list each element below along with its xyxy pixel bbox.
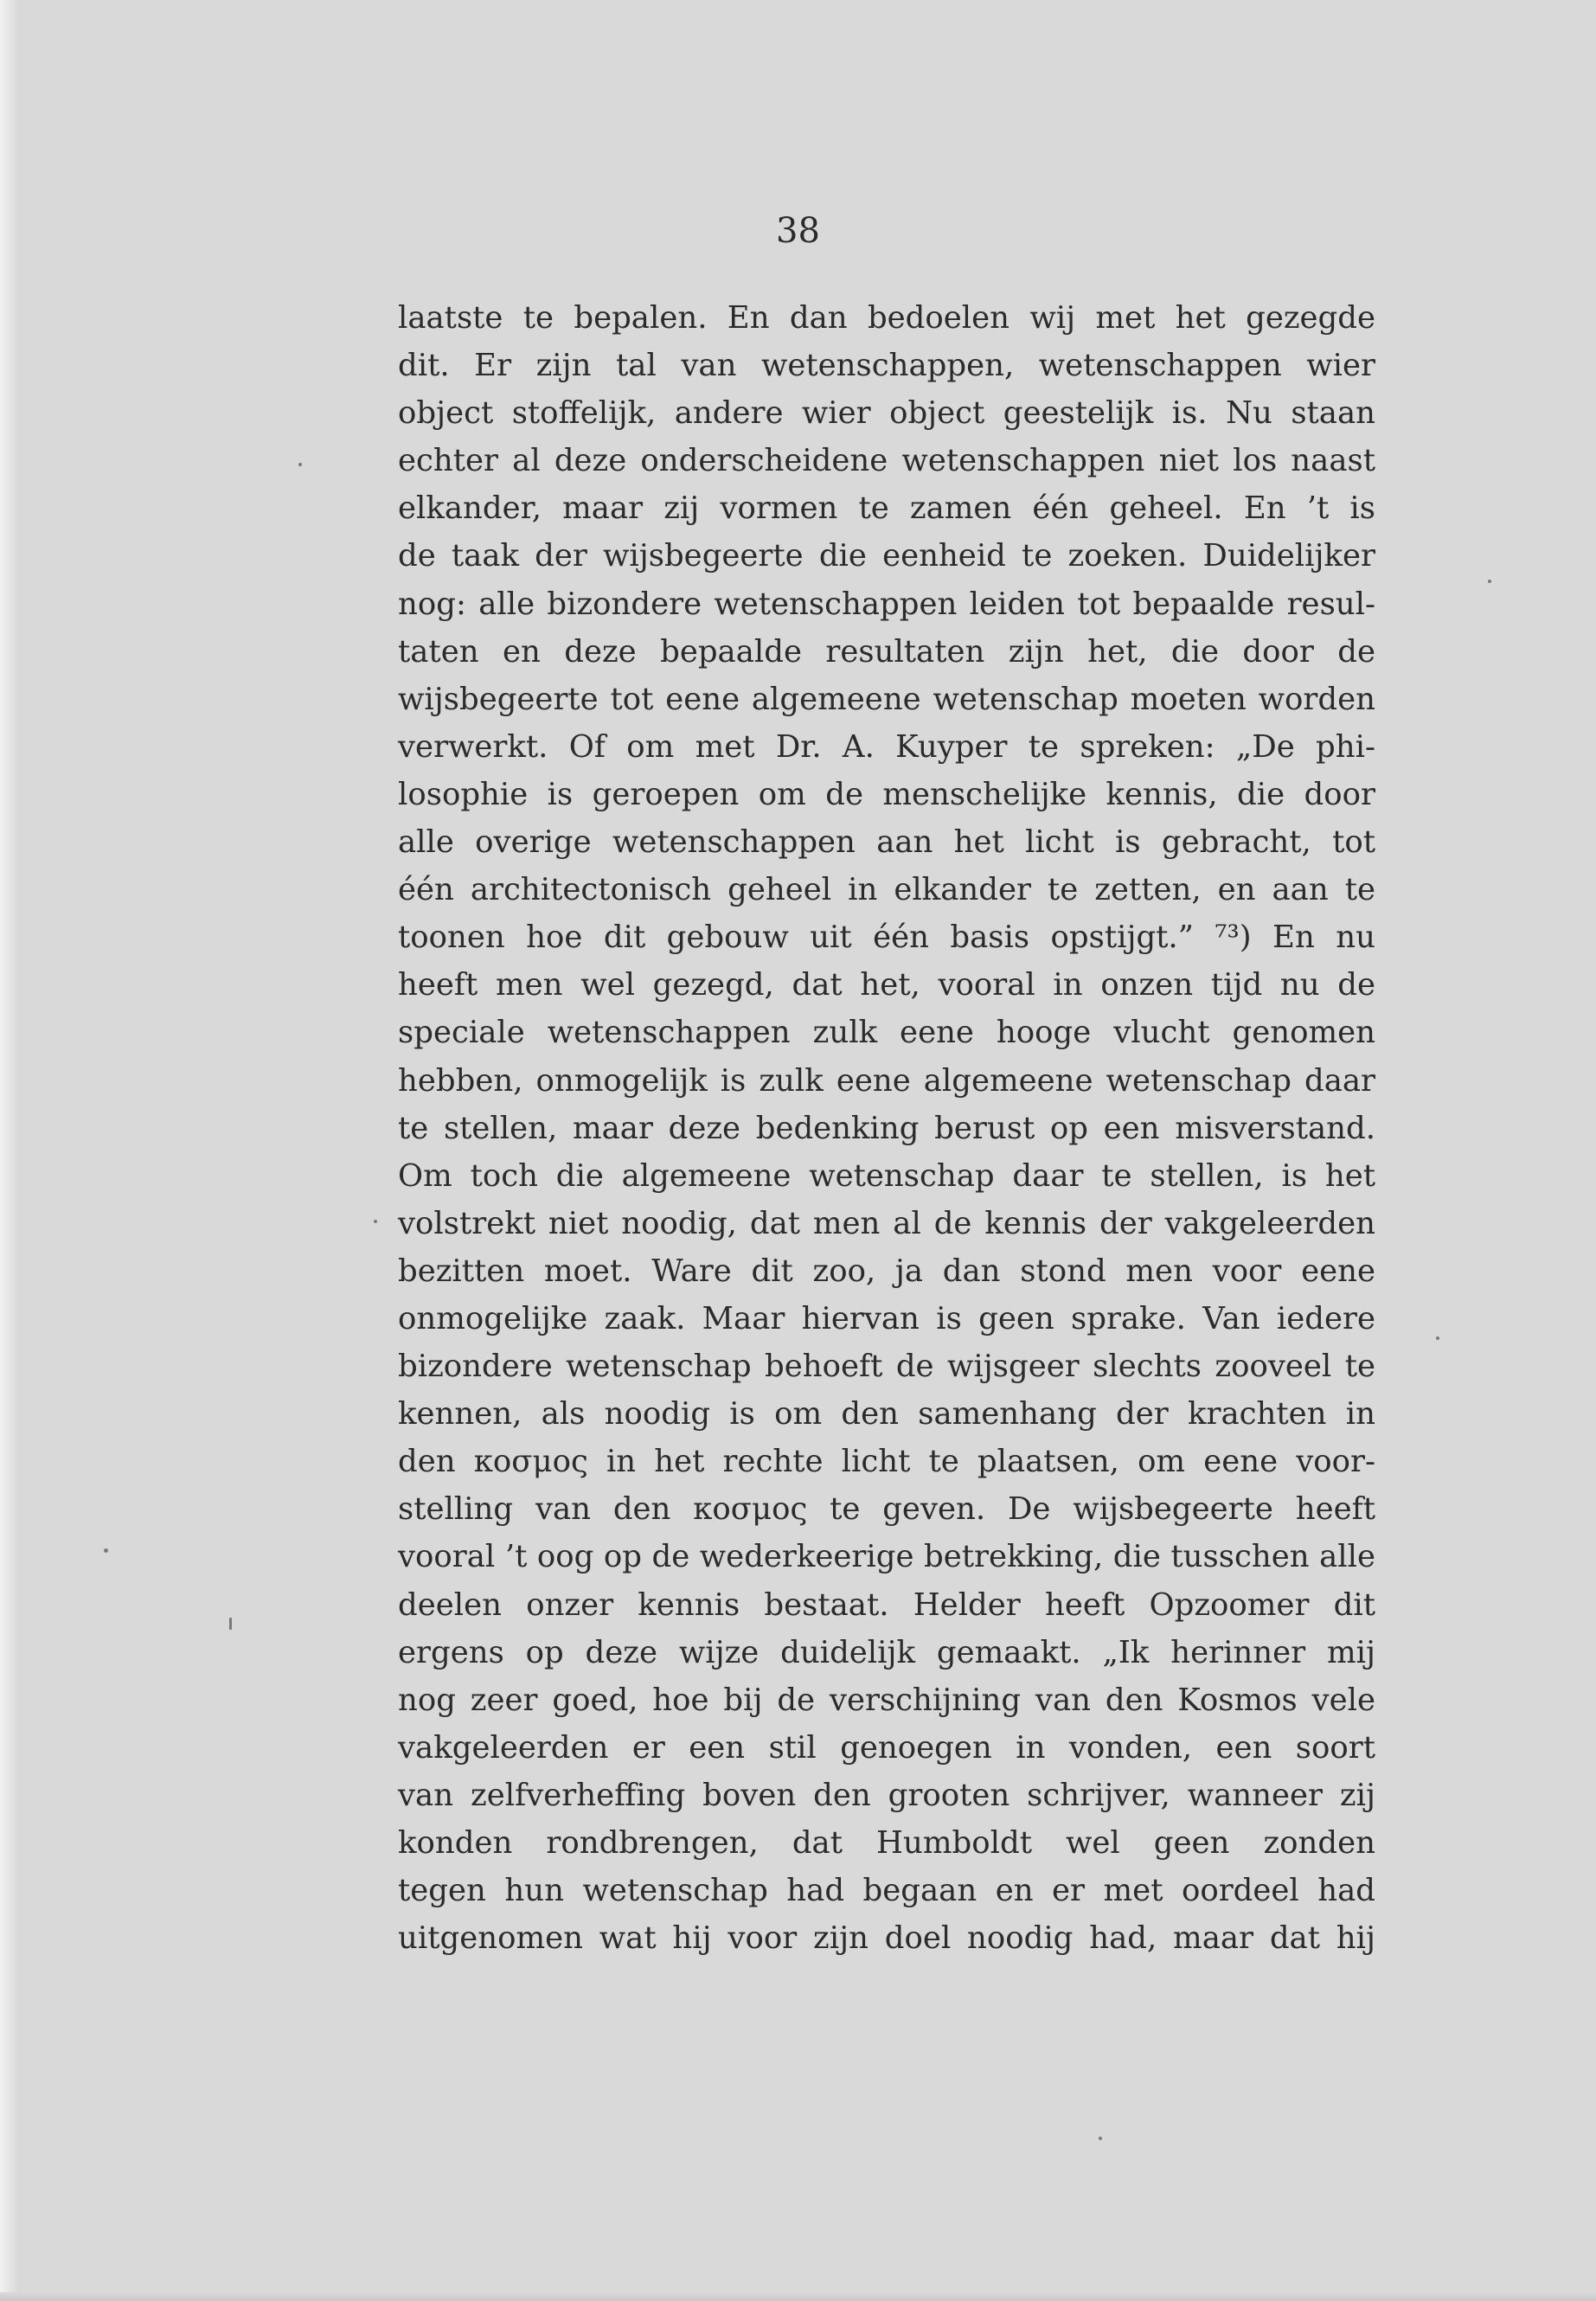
text-line: vooral ’t oog op de wederkeerige betrekking, die tusschen alle xyxy=(398,1539,1375,1575)
text-line: verwerkt. Of om met Dr. A. Kuyper te spreken: „De phi- xyxy=(398,728,1375,765)
page-bottom-edge xyxy=(0,2292,1596,2301)
text-line: te stellen, maar deze bedenking berust op een misverstand. xyxy=(398,1110,1375,1146)
text-line: den κοσμος in het rechte licht te plaatsen, om eene voor- xyxy=(398,1444,1375,1480)
dust-speck xyxy=(1099,2137,1102,2140)
text-line: losophie is geroepen om de menschelijke kennis, die door xyxy=(398,776,1375,812)
text-line: deelen onzer kennis bestaat. Helder heeft Opzoomer dit xyxy=(398,1586,1375,1623)
text-line: bezitten moet. Ware dit zoo, ja dan stond men voor eene xyxy=(398,1253,1375,1289)
text-line: heeft men wel gezegd, dat het, vooral in onzen tijd nu de xyxy=(398,967,1375,1003)
text-line: taten en deze bepaalde resultaten zijn het, die door de xyxy=(398,633,1375,670)
text-line: uitgenomen wat hij voor zijn doel noodig had, maar dat hij xyxy=(398,1920,1375,1957)
body-text xyxy=(398,294,1375,1962)
text-line: nog: alle bizondere wetenschappen leiden tot bepaalde resul- xyxy=(398,586,1375,622)
text-line: de taak der wijsbegeerte die eenheid te zoeken. Duidelijker xyxy=(398,538,1375,574)
page-left-edge xyxy=(0,0,17,2301)
text-line: speciale wetenschappen zulk eene hooge vlucht genomen xyxy=(398,1015,1375,1051)
dust-speck xyxy=(1488,580,1491,583)
text-line: vakgeleerden er een stil genoegen in vonden, een soort xyxy=(398,1729,1375,1766)
text-line: volstrekt niet noodig, dat men al de kennis der vakgeleerden xyxy=(398,1205,1375,1241)
text-line: toonen hoe dit gebouw uit één basis opstijgt.” ⁷³) En nu xyxy=(398,920,1375,956)
text-line: echter al deze onderscheidene wetenschappen niet los naast xyxy=(398,443,1375,479)
text-line: Om toch die algemeene wetenschap daar te stellen, is het xyxy=(398,1157,1375,1194)
text-line: stelling van den κοσμος te geven. De wijsbegeerte heeft xyxy=(398,1491,1375,1528)
text-line: één architectonisch geheel in elkander te zetten, en aan te xyxy=(398,872,1375,908)
dust-speck xyxy=(374,1220,377,1223)
dust-speck xyxy=(229,1618,232,1630)
text-line: wijsbegeerte tot eene algemeene wetenschap moeten worden xyxy=(398,681,1375,717)
text-line: ergens op deze wijze duidelijk gemaakt. „Ik herinner mij xyxy=(398,1634,1375,1670)
text-line: hebben, onmogelijk is zulk eene algemeene wetenschap daar xyxy=(398,1062,1375,1099)
text-line: elkander, maar zij vormen te zamen één geheel. En ’t is xyxy=(398,490,1375,527)
text-line: tegen hun wetenschap had begaan en er met oordeel had xyxy=(398,1873,1375,1909)
text-line: alle overige wetenschappen aan het licht is gebracht, tot xyxy=(398,824,1375,861)
text-line: konden rondbrengen, dat Humboldt wel geen zonden xyxy=(398,1825,1375,1861)
text-line: laatste te bepalen. En dan bedoelen wij met het gezegde xyxy=(398,300,1375,336)
text-line: kennen, als noodig is om den samenhang der krachten in xyxy=(398,1396,1375,1433)
text-line: onmogelijke zaak. Maar hiervan is geen sprake. Van iedere xyxy=(398,1300,1375,1336)
dust-speck xyxy=(104,1548,108,1553)
text-line: van zelfverheffing boven den grooten schrijver, wanneer zij xyxy=(398,1777,1375,1813)
dust-speck xyxy=(1436,1336,1439,1340)
text-line: bizondere wetenschap behoeft de wijsgeer slechts zooveel te xyxy=(398,1349,1375,1385)
text-line: object stoffelijk, andere wier object geestelijk is. Nu staan xyxy=(398,395,1375,432)
page-number: 38 xyxy=(776,211,820,251)
text-line: dit. Er zijn tal van wetenschappen, wetenschappen wier xyxy=(398,348,1375,384)
text-line: nog zeer goed, hoe bij de verschijning van den Kosmos vele xyxy=(398,1682,1375,1718)
dust-speck xyxy=(298,463,302,466)
